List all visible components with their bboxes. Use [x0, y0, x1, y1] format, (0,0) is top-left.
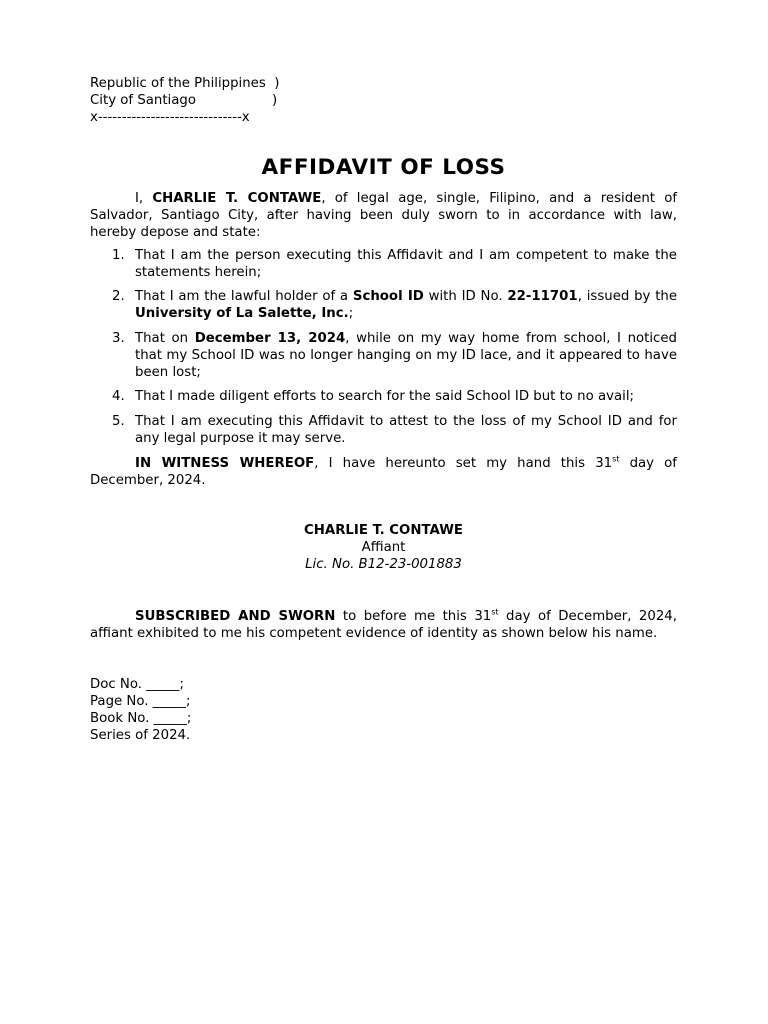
witness-heading: IN WITNESS WHEREOF — [135, 455, 315, 471]
jurat-text: to before me this 31 — [335, 608, 492, 624]
signatory-name: CHARLIE T. CONTAWE — [304, 523, 463, 539]
jurat-paragraph — [90, 609, 677, 643]
loss-date: December 13, 2024 — [194, 330, 346, 346]
venue-line-city: City of Santiago ) — [90, 92, 278, 108]
id-number: 22-11701 — [507, 289, 578, 305]
item-text: That I made diligent efforts to search for the said School ID but to no avail; — [135, 389, 634, 405]
item-text: , issued by the — [577, 289, 678, 305]
book-number: Book No. _____; — [90, 710, 192, 726]
item-number: 2. — [112, 289, 125, 305]
doc-number: Doc No. _____; — [90, 677, 184, 693]
statement-item — [90, 331, 677, 381]
ordinal-suffix: st — [612, 454, 620, 464]
statement-item — [90, 389, 677, 406]
item-text: That I am executing this Affidavit to attest to the loss of my School ID and for any legal purpose it may serve. — [135, 414, 677, 446]
item-bold: School ID — [352, 289, 424, 305]
notarial-register — [90, 677, 677, 744]
issuer-name: University of La Salette, Inc. — [135, 306, 349, 322]
affidavit-document — [90, 76, 677, 745]
statement-list — [90, 248, 677, 448]
item-number: 1. — [112, 247, 125, 263]
item-number: 3. — [112, 330, 125, 346]
venue-header — [90, 76, 677, 126]
witness-text: , I have hereunto set my hand this 31 — [314, 455, 613, 471]
item-text: That I am the lawful holder of a — [135, 289, 353, 305]
witness-text: day of December, 2024. — [90, 455, 677, 488]
series-year: Series of 2024. — [90, 727, 191, 743]
signature-block — [90, 523, 677, 573]
statement-item — [90, 289, 677, 323]
intro-paragraph — [90, 191, 677, 241]
item-text: That I am the person executing this Affidavit and I am competent to make the statements herein; — [135, 247, 677, 280]
venue-line-republic: Republic of the Philippines ) — [90, 76, 280, 91]
affiant-name: CHARLIE T. CONTAWE — [152, 191, 322, 207]
item-text: , while on my way home from school, I noticed that my School ID was no longer hanging on my ID lace, and it appeared to have been lost; — [135, 330, 677, 380]
signatory-role: Affiant — [361, 540, 406, 556]
intro-prefix: I, — [135, 191, 153, 207]
item-text: That on — [135, 330, 195, 346]
jurat-heading: SUBSCRIBED AND SWORN — [135, 608, 336, 624]
item-text: ; — [348, 306, 354, 322]
document-title: AFFIDAVIT OF LOSS — [261, 155, 506, 181]
witness-paragraph — [90, 456, 677, 490]
ordinal-suffix: st — [491, 607, 499, 617]
item-number: 5. — [112, 414, 125, 430]
venue-separator: x------------------------------x — [90, 109, 250, 125]
item-text: with ID No. — [423, 289, 508, 305]
page-number: Page No. _____; — [90, 694, 191, 710]
license-number: Lic. No. B12-23-001883 — [305, 556, 462, 572]
jurat-text: day of December, 2024, affiant exhibited to me his competent evidence of identity as shown below his name. — [90, 608, 677, 641]
statement-item — [90, 248, 677, 282]
item-number: 4. — [112, 389, 125, 405]
statement-item — [90, 414, 677, 448]
intro-text: , of legal age, single, Filipino, and a resident of Salvador, Santiago City, after having been duly sworn to in accordance with law, hereby depose and state: — [90, 191, 678, 240]
